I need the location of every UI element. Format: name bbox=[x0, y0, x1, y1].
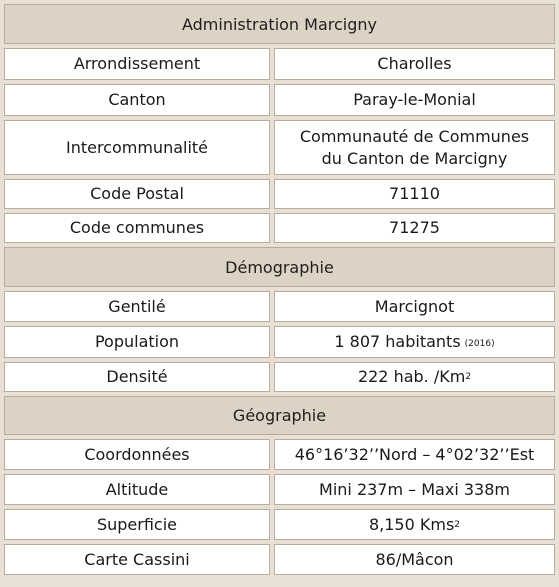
year-note: (2016) bbox=[464, 338, 495, 349]
label-text: Code Postal bbox=[90, 184, 184, 204]
row-label-altitude bbox=[4, 474, 270, 505]
value-text-line2: du Canton de Marcigny bbox=[321, 148, 508, 168]
label-text: Altitude bbox=[105, 479, 169, 499]
label-text: Superficie bbox=[96, 514, 178, 534]
value-text: 1 807 habitants bbox=[334, 332, 461, 352]
section-header-demographie bbox=[4, 247, 555, 287]
row-value-canton bbox=[274, 84, 555, 116]
row-label-carte-cassini bbox=[4, 544, 270, 575]
label-text: Canton bbox=[108, 90, 166, 110]
value-text: Charolles bbox=[377, 54, 452, 74]
row-label-coordonnees bbox=[4, 439, 270, 470]
section-title: Démographie bbox=[225, 257, 334, 277]
label-text: Coordonnées bbox=[84, 444, 190, 464]
label-text: Carte Cassini bbox=[84, 549, 190, 569]
row-label-arrondissement bbox=[4, 48, 270, 80]
value-text: 71110 bbox=[389, 184, 440, 204]
row-value-carte-cassini bbox=[274, 544, 555, 575]
value-text: Mini 237m – Maxi 338m bbox=[319, 479, 510, 499]
row-label-densite bbox=[4, 362, 270, 392]
value-text: Marcignot bbox=[374, 296, 455, 316]
row-value-coordonnees bbox=[274, 439, 555, 470]
value-text: 86/Mâcon bbox=[375, 549, 454, 569]
label-text: Arrondissement bbox=[73, 54, 201, 74]
row-label-intercommunalite bbox=[4, 120, 270, 175]
row-label-code-communes bbox=[4, 213, 270, 243]
row-value-arrondissement bbox=[274, 48, 555, 80]
row-label-population bbox=[4, 326, 270, 358]
row-value-code-postal bbox=[274, 179, 555, 209]
section-header-administration bbox=[4, 4, 555, 44]
section-title: Géographie bbox=[232, 406, 327, 425]
label-text: Intercommunalité bbox=[65, 137, 209, 157]
row-value-densite: 222 hab. /Km 2 bbox=[274, 362, 555, 392]
value-text: 222 hab. /Km bbox=[357, 367, 466, 387]
row-label-superficie bbox=[4, 509, 270, 540]
label-text: Code communes bbox=[69, 218, 205, 238]
section-header-geographie bbox=[4, 396, 555, 435]
row-value-intercommunalite bbox=[274, 120, 555, 175]
label-text: Population bbox=[94, 332, 180, 352]
section-title: Administration Marcigny bbox=[181, 14, 377, 34]
row-label-gentile bbox=[4, 291, 270, 322]
value-text-line1: Communauté de Communes bbox=[299, 126, 530, 146]
label-text: Densité bbox=[106, 367, 168, 387]
row-value-gentile bbox=[274, 291, 555, 322]
label-text: Gentilé bbox=[108, 296, 166, 316]
row-label-canton bbox=[4, 84, 270, 116]
row-value-altitude bbox=[274, 474, 555, 505]
value-text: 8,150 Kms bbox=[368, 514, 455, 534]
value-text: Paray-le-Monial bbox=[353, 90, 476, 110]
row-value-code-communes bbox=[274, 213, 555, 243]
row-value-superficie: 8,150 Kms 2 bbox=[274, 509, 555, 540]
value-text: 71275 bbox=[389, 218, 440, 238]
row-label-code-postal bbox=[4, 179, 270, 209]
row-value-population bbox=[274, 326, 555, 358]
value-text: 46°16’32’’Nord – 4°02’32’’Est bbox=[294, 444, 535, 464]
